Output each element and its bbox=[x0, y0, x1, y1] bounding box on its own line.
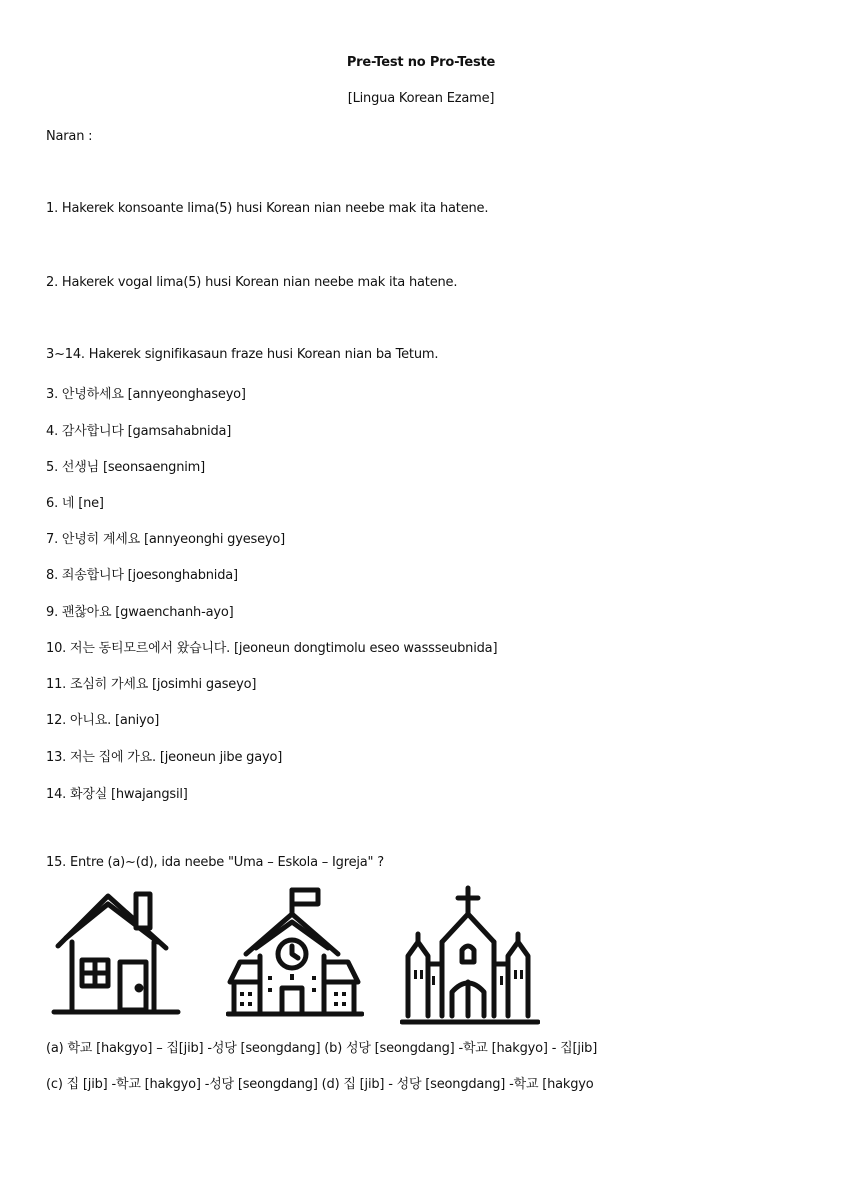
question-2: 2. Hakerek vogal lima(5) husi Korean nian neebe mak ita hatene. bbox=[46, 275, 458, 290]
house-icon bbox=[50, 884, 182, 1016]
question-3-14-intro: 3~14. Hakerek signifikasaun fraze husi Korean nian ba Tetum. bbox=[46, 347, 439, 362]
question-4: 4. 감사합니다 [gamsahabnida] bbox=[46, 424, 232, 439]
answer-options-ab: (a) 학교 [hakgyo] – 집[jib] -성당 [seongdang] (b) 성당 [seongdang] -학교 [hakgyo] - 집[jib] bbox=[46, 1041, 598, 1056]
answer-options-cd: (c) 집 [jib] -학교 [hakgyo] -성당 [seongdang] (d) 집 [jib] - 성당 [seongdang] -학교 [hakgyo bbox=[46, 1077, 594, 1092]
question-6: 6. 네 [ne] bbox=[46, 496, 104, 511]
question-1: 1. Hakerek konsoante lima(5) husi Korean nian neebe mak ita hatene. bbox=[46, 201, 489, 216]
question-10: 10. 저는 동티모르에서 왔습니다. [jeoneun dongtimolu eseo wassseubnida] bbox=[46, 641, 498, 656]
document-title: Pre-Test no Pro-Teste bbox=[346, 55, 496, 70]
question-7: 7. 안녕히 계세요 [annyeonghi gyeseyo] bbox=[46, 532, 286, 547]
question-15: 15. Entre (a)~(d), ida neebe "Uma – Eskola – Igreja" ? bbox=[46, 855, 384, 870]
question-14: 14. 화장실 [hwajangsil] bbox=[46, 787, 188, 802]
question-3: 3. 안녕하세요 [annyeonghaseyo] bbox=[46, 387, 246, 402]
document-subtitle: [Lingua Korean Ezame] bbox=[347, 91, 495, 106]
school-icon bbox=[226, 884, 364, 1020]
question-12: 12. 아니요. [aniyo] bbox=[46, 713, 160, 728]
question-11: 11. 조심히 가세요 [josimhi gaseyo] bbox=[46, 677, 257, 692]
church-icon bbox=[400, 884, 540, 1026]
question-5: 5. 선생님 [seonsaengnim] bbox=[46, 460, 205, 475]
name-label: Naran : bbox=[46, 129, 93, 144]
question-9: 9. 괜찮아요 [gwaenchanh-ayo] bbox=[46, 605, 234, 620]
question-13: 13. 저는 집에 가요. [jeoneun jibe gayo] bbox=[46, 750, 283, 765]
question-8: 8. 죄송합니다 [joesonghabnida] bbox=[46, 568, 238, 583]
